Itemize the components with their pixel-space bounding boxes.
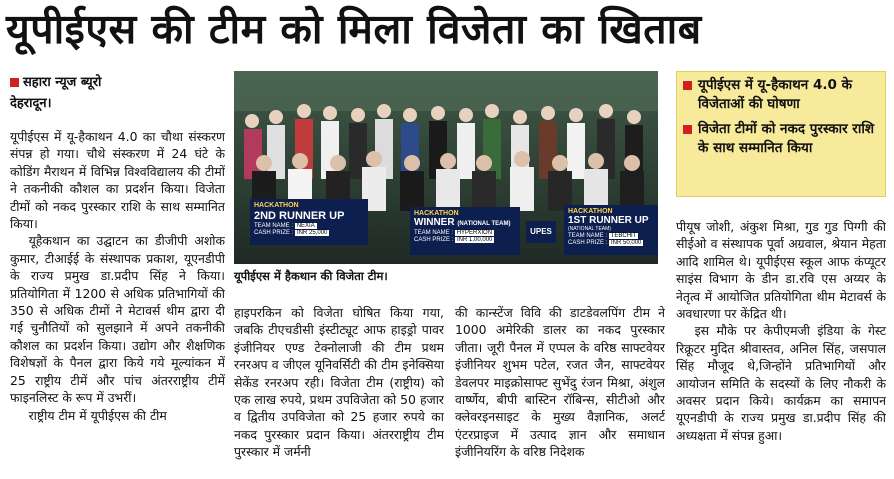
banner-team-label: TEAM NAME : [568,233,608,239]
banner-team-label: TEAM NAME : [254,223,294,229]
photo-caption: यूपीईएस में हैकथान की विजेता टीम। [234,269,388,283]
banner-1st-runner-up [564,205,658,255]
upes-logo: UPES [526,221,556,243]
article-column-1 [10,128,225,476]
banner-prize-label: CASH PRIZE : [254,230,294,236]
article-column-3 [455,304,665,476]
article-column-4 [676,218,886,476]
byline [10,75,225,91]
paragraph: हाइपरकिन को विजेता घोषित किया गया, जबकि टीएचडीसी इंस्टीट्यूट आफ हाइड्रो पावर इंजीनियर एण्ड टेक्नोलाजी की टीम प्रथम रनरअप व जीएल यूनिवर्सिटी की टीम इनेक्सिया सेकेंड रनरअप रही। विजेता टीम (राष्ट्रीय) को एक लाख रुपये, प्रथम उपविजेता को 50 हजार व द्वितीय उपविजेता को 25 हजार रुपये का नकद पुरस्कार प्रदान किया। अंतरराष्ट्रीय टीम पुरस्कार में जर्मनी [234,305,444,460]
banner-prize-label: CASH PRIZE : [414,237,454,243]
banner-winner [410,207,520,255]
paragraph: राष्ट्रीय टीम में यूपीईएस की टीम [28,407,167,423]
banner-prize: INR 25,000 [297,230,328,236]
dateline: देहरादून। [10,96,52,111]
banner-team: TEBCHIT [610,233,637,239]
paragraph: यूपीईएस में यू-हैकाथन 4.0 का चौथा संस्करण संपन्न हो गया। चौथे संस्करण में 24 घंटे के कोडिंग मैराथन में विभिन्न विश्वविद्यालय की टीमों ने तकनीकी कौशल का प्रदर्शन किया। विजेता टीमों को नकद पुरस्कार राशि के साथ सम्मानित किया। [10,129,225,232]
banner-2nd-runner-up [250,199,368,245]
paragraph: यूहैकथान का उद्घाटन का डीजीपी अशोक कुमार, टीआईई के संस्थापक प्रकाश, यूएनडीपी के राज्य प्रमुख डा.प्रदीप सिंह ने किया। प्रतियोगिता में 1200 से अधिक प्रतिभागियों की 350 से अधिक टीमों ने मेटावर्स थीम द्वारा दी गई चुनौतियों को सुलझाने में अपने तकनीकी कौशल का प्रदर्शन किया। उद्योग और शैक्षणिक विशेषज्ञों के पैनल द्वारा किये गये मूल्यांकन में 25 राष्ट्रीय टीमें और पांच अंतरराष्ट्रीय टीमें फाइनलिस्ट के रूप में उभरीं। [10,233,225,406]
banner-team-label: TEAM NAME : [414,230,454,236]
highlights-box [676,71,886,197]
bullet-square-icon [683,125,692,134]
paragraph: इस मौके पर केपीएमजी इंडिया के गेस्ट रिक्रूटर मुदित श्रीवास्तव, अनिल सिंह, जसपाल सिंह मौजूद थे,जिन्होंने प्रतिभागियों और आयोजन समिति के सदस्यों के लिए नौकरी के अवसर प्रदान किये। कार्यक्रम का समापन यूएनडीपी के राज्य प्रमुख डा.प्रदीप सिंह की अध्यक्षता में संपन्न हुआ। [676,323,886,443]
banner-brand: HACKATHON [568,208,613,215]
banner-brand: HACKATHON [254,202,299,209]
banner-sub: (NATIONAL TEAM) [457,221,511,227]
bullet-square-icon [10,78,19,87]
banner-title: WINNER [414,217,455,228]
headline: यूपीईएस की टीम को मिला विजेता का खिताब [6,5,702,53]
bullet-square-icon [683,81,692,90]
banner-title: 1ST RUNNER UP [568,215,649,226]
banner-title: 2ND RUNNER UP [254,210,345,222]
banner-sub: (NATIONAL TEAM) [568,226,611,232]
news-photo [234,71,658,264]
paragraph: की कान्स्टेंज विवि की डाटडेवलपिंग टीम ने 1000 अमेरिकी डालर का नकद पुरस्कार जीता। जूरी पैनल में एप्पल के वरिष्ठ साफ्टवेयर इंजीनियर शुभम पटेल, रजत जैन, साफ्टवेयर डेवलपर माइक्रोसाफ्ट सुभेंदु रंजन मिश्रा, अंशुल वार्ष्णेय, बीपी बास्टिन रॉबिन्स, सीटीओ और क्लेवरइनसाइट के मुख्य वैज्ञानिक, अलर्ट एंटरप्राइज में उत्पाद ज्ञान और समाधान इंजीनियरिंग के वरिष्ठ निदेशक [455,305,665,460]
banner-prize-label: CASH PRIZE : [568,240,608,246]
paragraph: पीयूष जोशी, अंकुश मिश्रा, गुड गुड पिग्गी की सीईओ व संस्थापक पूर्वा अग्रवाल, श्रेयान मेहता आदि शामिल थे। यूपीईएस स्कूल आफ कंप्यूटर साइंस विभाग के डीन डा.रवि एस अय्यर के नेतृत्व में आयोजित प्रतियोगिता थीम मेटावर्स के अवधारणा पर केंद्रित थी। [676,219,886,322]
banner-team: NEXIA [296,223,315,229]
banner-team: HYPERXION [456,230,493,236]
byline-text: सहारा न्यूज ब्यूरो [23,75,102,90]
banner-brand: HACKATHON [414,210,459,217]
banner-prize: INR 1,00,000 [457,237,493,243]
highlight-item [683,120,879,158]
article-column-2 [234,304,444,476]
highlight-text: यूपीईएस में यू-हैकाथन 4.0 के विजेताओं की घोषणा [698,77,852,112]
highlight-text: विजेता टीमों को नकद पुरस्कार राशि के साथ सम्मानित किया [698,121,874,156]
banner-prize: INR 50,000 [611,240,642,246]
highlight-item [683,76,879,114]
